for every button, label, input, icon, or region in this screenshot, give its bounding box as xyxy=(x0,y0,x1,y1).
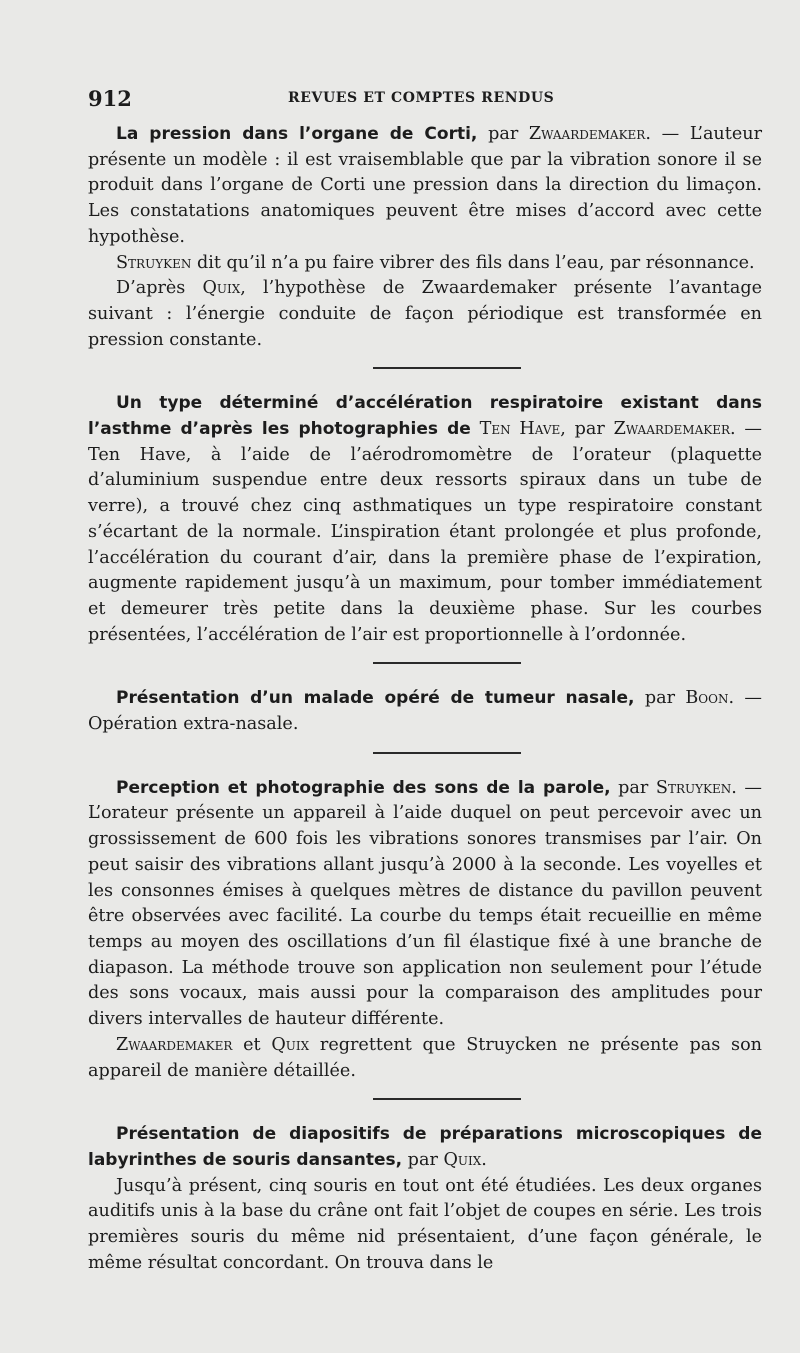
article-title: La pression dans l’organe de Corti, xyxy=(116,124,478,144)
commenter-name: Zwaardemaker xyxy=(116,1034,233,1055)
article-body: — L’auteur présente un modèle : il est vraisemblable que par la vibration sonore il se produit dans l’organe de Corti une pression dans la direction du limaçon. Les constatations anatomiques peuvent être mises d’accord avec cette hypothèse. xyxy=(88,124,762,247)
article-author: Quix. xyxy=(443,1149,487,1170)
article-paragraph xyxy=(88,1174,762,1277)
commenter-name: Quix xyxy=(271,1034,310,1055)
article-paragraph: Un type déterminé d’accélération respiratoire existant dans l’asthme d’après les photographies de Ten Have, par Zwaardemaker. — Ten Have, à l’aide de l’aérodromomètre de l’orateur (plaquette d’aluminium suspendue entre deux ressorts spiraux dans un tube de verre), a trouvé chez cinq asthmatiques un type respiratoire constant s’écartant de la normale. L’inspiration étant prolongée et plus profonde, l’accélération du courant d’air, dans la première phase de l’expiration, augmente rapidement jusqu’à un maximum, pour tomber immédiatement et demeurer très petite dans la deuxième phase. Sur les courbes présentées, l’accélération de l’air est proportionnelle à l’ordonnée. xyxy=(88,393,762,645)
section-divider xyxy=(373,662,521,664)
article-author: Zwaardemaker. xyxy=(528,124,651,144)
article-paragraph: D’après Quix, l’hypothèse de Zwaardemaker présente l’avantage suivant : l’énergie conduite de façon périodique est transformée en pression constante. xyxy=(88,278,762,350)
article-paragraph: Présentation de diapositifs de préparations microscopiques de labyrinthes de souris dansantes, par Quix. xyxy=(88,1124,762,1170)
section-divider xyxy=(373,1098,521,1100)
article-author: Boon. xyxy=(685,688,735,709)
article-dancing-mice xyxy=(88,1122,762,1276)
article-body: Jusqu’à présent, cinq souris en tout ont été étudiées. Les deux organes auditifs unis à la base du crâne ont fait l’objet de coupes en série. Les trois premières souris du même nid présentaient, d’une façon générale, le même résultat concordant. On trouva dans le xyxy=(88,1175,762,1273)
article-speech-sounds xyxy=(88,776,762,1084)
article-nasal-tumor xyxy=(88,686,762,737)
commenter-name: Quix xyxy=(202,278,241,299)
article-author: Struyken. xyxy=(655,777,737,798)
article-title: Perception et photographie des sons de la parole, xyxy=(116,777,611,798)
article-paragraph: Struyken dit qu’il n’a pu faire vibrer des fils dans l’eau, par résonnance. xyxy=(116,252,755,273)
section-divider xyxy=(373,367,521,369)
article-title: Présentation d’un malade opéré de tumeur nasale, xyxy=(116,688,635,709)
article-body: — L’orateur présente un appareil à l’aide duquel on peut percevoir avec un grossissement de 600 fois les vibrations sonores transmises par l’air. On peut saisir des vibrations allant jusqu’à 2000 à la seconde. Les voyelles et les consonnes émises à quelques mètres de distance du pavillon peuvent être observées avec facilité. La courbe du temps était recueillie en même temps au moyen des oscillations d’un fil élastique fixé à une branche de diapason. La méthode trouve son application non seulement pour l’étude des sons vocaux, mais aussi pour la comparaison des amplitudes pour divers intervalles de hauteur différente. xyxy=(88,777,763,1030)
article-author: Zwaardemaker. xyxy=(613,419,736,440)
article-body: — Opération extra-nasale. xyxy=(88,688,762,735)
running-head: REVUES ET COMPTES RENDUS xyxy=(288,90,555,106)
article-paragraph: Présentation d’un malade opéré de tumeur nasale, par Boon. — Opération extra-nasale. xyxy=(88,688,762,735)
commenter-name: Struyken xyxy=(116,252,192,273)
section-divider xyxy=(373,752,521,754)
page-number: 912 xyxy=(88,86,132,111)
page-header xyxy=(88,82,762,122)
article-title: Un type déterminé d’accélération respiratoire existant dans l’asthme d’après les photographies de xyxy=(88,393,762,440)
article-paragraph: La pression dans l’organe de Corti, par Zwaardemaker. — L’auteur présente un modèle : il est vraisemblable que par la vibration sonore il se produit dans l’organe de Corti une pression dans la direction du limaçon. Les constatations anatomiques peuvent être mises d’accord avec cette hypothèse. xyxy=(88,124,762,247)
article-body: — Ten Have, à l’aide de l’aérodromomètre de l’orateur (plaquette d’aluminium suspendue entre deux ressorts spiraux dans un tube de verre), a trouvé chez cinq asthmatiques un type respiratoire constant s’écartant de la normale. L’inspiration étant prolongée et plus profonde, l’accélération du courant d’air, dans la première phase de l’expiration, augmente rapidement jusqu’à un maximum, pour tomber immédiatement et demeurer très petite dans la deuxième phase. Sur les courbes présentées, l’accélération de l’air est proportionnelle à l’ordonnée. xyxy=(88,419,762,645)
article-title-name: Ten Have xyxy=(470,419,561,440)
article-asthma-acceleration xyxy=(88,391,762,648)
article-corti-pressure xyxy=(88,122,762,353)
article-title: Présentation de diapositifs de préparations microscopiques de labyrinthes de souris dansantes, xyxy=(88,1124,762,1170)
article-paragraph: Perception et photographie des sons de la parole, par Struyken. — L’orateur présente un appareil à l’aide duquel on peut percevoir avec un grossissement de 600 fois les vibrations sonores transmises par l’air. On peut saisir des vibrations allant jusqu’à 2000 à la seconde. Les voyelles et les consonnes émises à quelques mètres de distance du pavillon peuvent être observées avec facilité. La courbe du temps était recueillie en même temps au moyen des oscillations d’un fil élastique fixé à une branche de diapason. La méthode trouve son application non seulement pour l’étude des sons vocaux, mais aussi pour la comparaison des amplitudes pour divers intervalles de hauteur différente. xyxy=(88,777,763,1030)
article-paragraph: Zwaardemaker et Quix regrettent que Struycken ne présente pas son appareil de manière détaillée. xyxy=(88,1034,763,1081)
